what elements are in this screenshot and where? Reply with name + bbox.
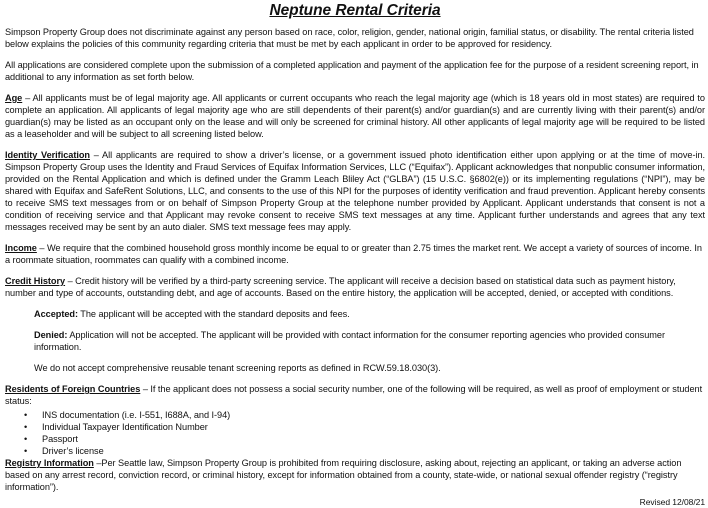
- income-section: [5, 242, 705, 266]
- list-item: • Individual Taxpayer Identification Number: [24, 422, 208, 432]
- age-text: – All applicants must be of legal majority age. All applicants or current occupants who reach the legal majority age (which is 18 years old in most states) are required to complete an application. All applicants of legal majority age who are still dependents of their parent(s) and/or guardian(s) and are currently living with their parent(s) and/or guardian(s) may be listed as an occupant only on the lease and will only be screened for criminal history. All other applicants of legal majority age will be required to be listed as a leaseholder and will be subject to all screening listed below.: [5, 93, 705, 139]
- document-page: [5, 0, 705, 507]
- identity-heading: Identity Verification: [5, 150, 90, 160]
- bullet-icon: •: [24, 446, 28, 456]
- list-item: • Passport: [24, 434, 78, 444]
- registry-section: [5, 457, 705, 493]
- list-item: • INS documentation (i.e. I-551, I688A, and I-94): [24, 410, 231, 420]
- identity-section: [5, 149, 705, 233]
- credit-accepted: [5, 308, 705, 320]
- credit-section: [5, 275, 705, 299]
- revised-date: Revised 12/08/21: [639, 497, 705, 507]
- intro-paragraph-1: Simpson Property Group does not discriminate against any person based on race, color, religion, gender, national origin, familial status, or disability. The rental criteria listed below explains the policies of this community regarding criteria that must be met by each applicant in order to be approved for residency.: [5, 27, 694, 49]
- income-text: – We require that the combined household gross monthly income be equal to or greater than 2.75 times the market rent. We accept a variety of sources of income. In a roommate situation, roommates can qualify with a combined income.: [5, 243, 702, 265]
- page-title: Neptune Rental Criteria: [269, 2, 441, 19]
- registry-text: –Per Seattle law, Simpson Property Group is prohibited from requiring disclosure, asking about, rejecting an applicant, or taking an adverse action based on any arrest record, conviction record, or criminal history, except for information obtained from a county, state-wide, or national sexual offender registry (“registry information”).: [5, 458, 682, 492]
- foreign-docs-list: [5, 409, 705, 457]
- bullet-icon: •: [24, 434, 28, 444]
- age-heading: Age: [5, 93, 23, 103]
- foreign-text: – If the applicant does not possess a social security number, one of the following will be required, as well as proof of employment or student status:: [5, 384, 703, 406]
- foreign-section: [5, 383, 705, 407]
- registry-heading: Registry Information: [5, 458, 94, 468]
- identity-text: – All applicants are required to show a driver’s license, or a government issued photo identification either upon applying or at the time of move-in. Simpson Property Group uses the Identity and Fraud Services of Equifax Information Services, LLC (“Equifax”). Applicant acknowledges that nonpublic consumer information, provided on the Rental Application and which is defined under the Gramm Leach Bliley Act (“GLBA”) (15 U.S.C. §6802(e)) or its implementing regulations (“NPI”), may be shared with Equifax and SafeRent Solutions, LLC, and consents to the use of this NPI for the purposes of identity verification and fraud prevention. Applicant hereby consents to receive SMS text messages from or on behalf of Simpson Property Group at the telephone number provided by Applicant. Applicant understands that consent is not a condition of receiving service and that Applicant may revoke consent to receive SMS text messages at any time. Applicant further understands and agrees that any text messages received may be sent by an auto dialer. SMS text message fees may apply.: [5, 150, 706, 232]
- intro-paragraph-2: All applications are considered complete upon the submission of a completed application and payment of the application fee for the purpose of a resident screening report, in additional to any information as set forth below.: [5, 60, 699, 82]
- age-section: [5, 92, 705, 140]
- credit-note: We do not accept comprehensive reusable tenant screening reports as defined in RCW.59.18.030(3).: [34, 363, 441, 373]
- denied-label: Denied:: [34, 330, 68, 340]
- credit-denied: [5, 329, 705, 353]
- bullet-icon: •: [24, 422, 28, 432]
- foreign-heading: Residents of Foreign Countries: [5, 384, 141, 394]
- list-item: • Driver’s license: [24, 446, 104, 456]
- credit-heading: Credit History: [5, 276, 66, 286]
- bullet-icon: •: [24, 410, 28, 420]
- credit-text: – Credit history will be verified by a third-party screening service. The applicant will receive a decision based on statistical data such as payment history, number and type of accounts, outstanding debt, and age of accounts. Based on the entire history, the application will be accepted, denied, or accepted with conditions.: [5, 276, 676, 298]
- accepted-label: Accepted:: [34, 309, 78, 319]
- income-heading: Income: [5, 243, 37, 253]
- accepted-text: The applicant will be accepted with the standard deposits and fees.: [77, 309, 350, 319]
- denied-text: Application will not be accepted. The applicant will be provided with contact information for the consumer reporting agencies who provided consumer information.: [34, 330, 665, 352]
